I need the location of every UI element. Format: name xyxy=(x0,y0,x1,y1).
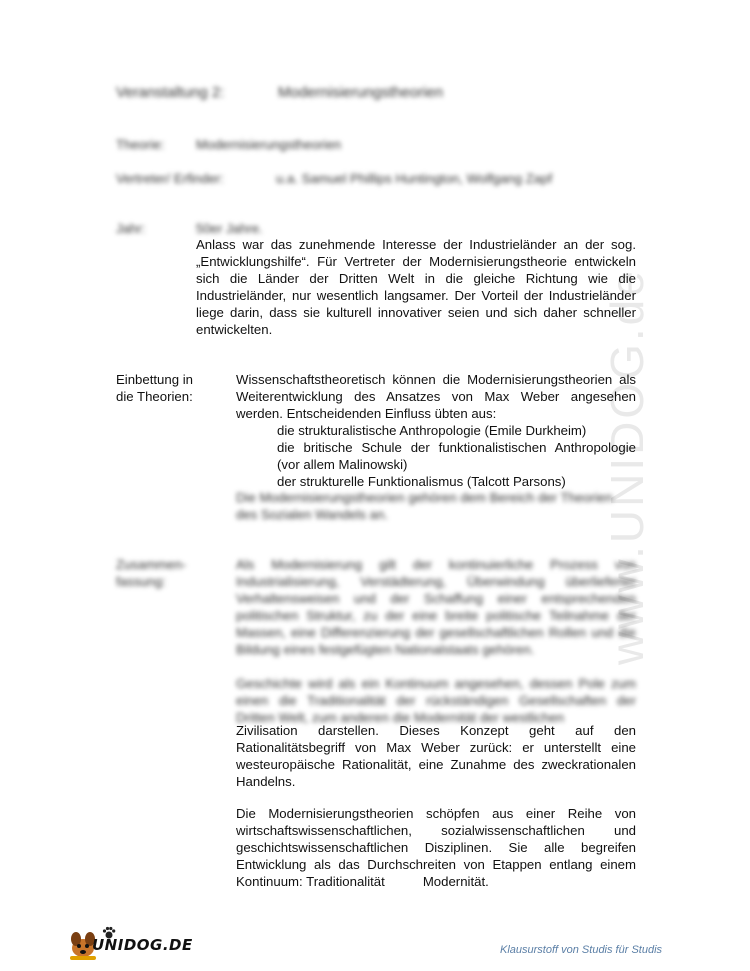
einbettung-label-1: Einbettung in xyxy=(116,372,193,387)
zusammen-p2-line-1: Zivilisation darstellen. Dieses Konzept geht auf den xyxy=(236,723,636,738)
theorie-value: Modernisierungstheorien xyxy=(196,137,342,152)
zusammen-p3-end: Modernität. xyxy=(422,874,489,889)
zusammen-readable-p2 xyxy=(236,722,636,790)
zusammen-label-1: Zusammen- xyxy=(116,557,187,572)
jahr-value: 50er Jahre. xyxy=(196,221,263,236)
einbettung-item-2: die britische Schule der funktionalistischen Anthropologie (vor allem Malinowski) xyxy=(277,440,636,472)
jahr-label: Jahr: xyxy=(116,221,146,236)
zusammen-blurred-p1 xyxy=(236,556,636,658)
einbettung-item-3: der strukturelle Funktionalismus (Talcott Parsons) xyxy=(277,474,566,489)
einbettung-body xyxy=(236,371,636,490)
theorie-label: Theorie: xyxy=(116,137,165,152)
zusammen-p2-rest: Rationalitätsbegriff von Max Weber zurück: er unterstellt eine westeuropäische Rationalität, eine Zunahme des zweckrationalen Handelns. xyxy=(236,740,636,789)
footer-tagline: Klausurstoff von Studis für Studis xyxy=(500,944,663,956)
jahr-text: Anlass war das zunehmende Interesse der Industrieländer an der sog. „Entwicklungshilfe“. Für Vertreter der Modernisierungstheorie entwickeln sich die Länder der Dritten Welt in die gleiche Richtung wie die Industrieländer, nur wesentlich langsamer. Der Vorteil der Industrieländer liege darin, dass sie kulturell innovativer seien und sich daher schneller entwickelten. xyxy=(196,237,636,337)
zusammen-readable-p3 xyxy=(236,805,636,890)
zusammen-p3-text: Die Modernisierungstheorien schöpfen aus einer Reihe von wirtschaftswissenschaftlichen, sozialwissenschaftlichen und geschichtswissenschaftlichen Disziplinen. Sie alle begreifen Entwicklung als das Durchschreiten von Etappen entlang einem Kontinuum: Traditionalität xyxy=(236,806,636,889)
zusammen-p2-text: Geschichte wird als ein Kontinuum angesehen, dessen Pole zum einen die Traditionalität der rückständigen Gesellschaften der Dritten Welt, zum anderen die Modernität der westlichen xyxy=(236,676,636,725)
einbettung-intro: Wissenschaftstheoretisch können die Modernisierungstheorien als Weiterentwicklung des Ansatzes von Max Weber angesehen werden. Entscheidenden Einfluss übten aus: xyxy=(236,372,636,421)
unidog-logo[interactable] xyxy=(66,928,193,962)
zusammen-blurred-p2 xyxy=(236,675,636,726)
logo-text: UNIDOG.DE xyxy=(92,936,193,954)
vertreter-label: Vertreter/ Erfinder: xyxy=(116,171,224,186)
einbettung-label-2: die Theorien: xyxy=(116,389,193,404)
zusammen-p3 xyxy=(236,805,636,890)
vertreter-value: u.a. Samuel Phillips Huntington, Wolfgang Zapf xyxy=(276,171,553,186)
einbettung-tail-1: Die Modernisierungstheorien gehören dem Bereich der Theorien xyxy=(236,490,613,505)
zusammen-p1-text: Als Modernisierung gilt der kontinuierliche Prozess von Industrialisierung, Verstädterung, Überwindung überlieferter Verhaltensweisen und der Schaffung einer entsprechenden politischen Struktur, zu der eine breite politische Teilnahme der Massen, eine Differenzierung der gesellschaftlichen Rollen und die Bildung eines festgefügten Nationalstaats gehören. xyxy=(236,557,636,657)
watermark: www.UNIDOG.de xyxy=(601,268,653,665)
zusammen-label-2: fassung: xyxy=(116,574,166,589)
einbettung-item-1: die strukturalistische Anthropologie (Emile Durkheim) xyxy=(277,423,587,438)
title-value: Modernisierungstheorien xyxy=(278,84,444,101)
jahr-paragraph xyxy=(196,236,636,338)
einbettung-tail-2: des Sozialen Wandels an. xyxy=(236,507,388,522)
title-label: Veranstaltung 2: xyxy=(116,84,225,101)
